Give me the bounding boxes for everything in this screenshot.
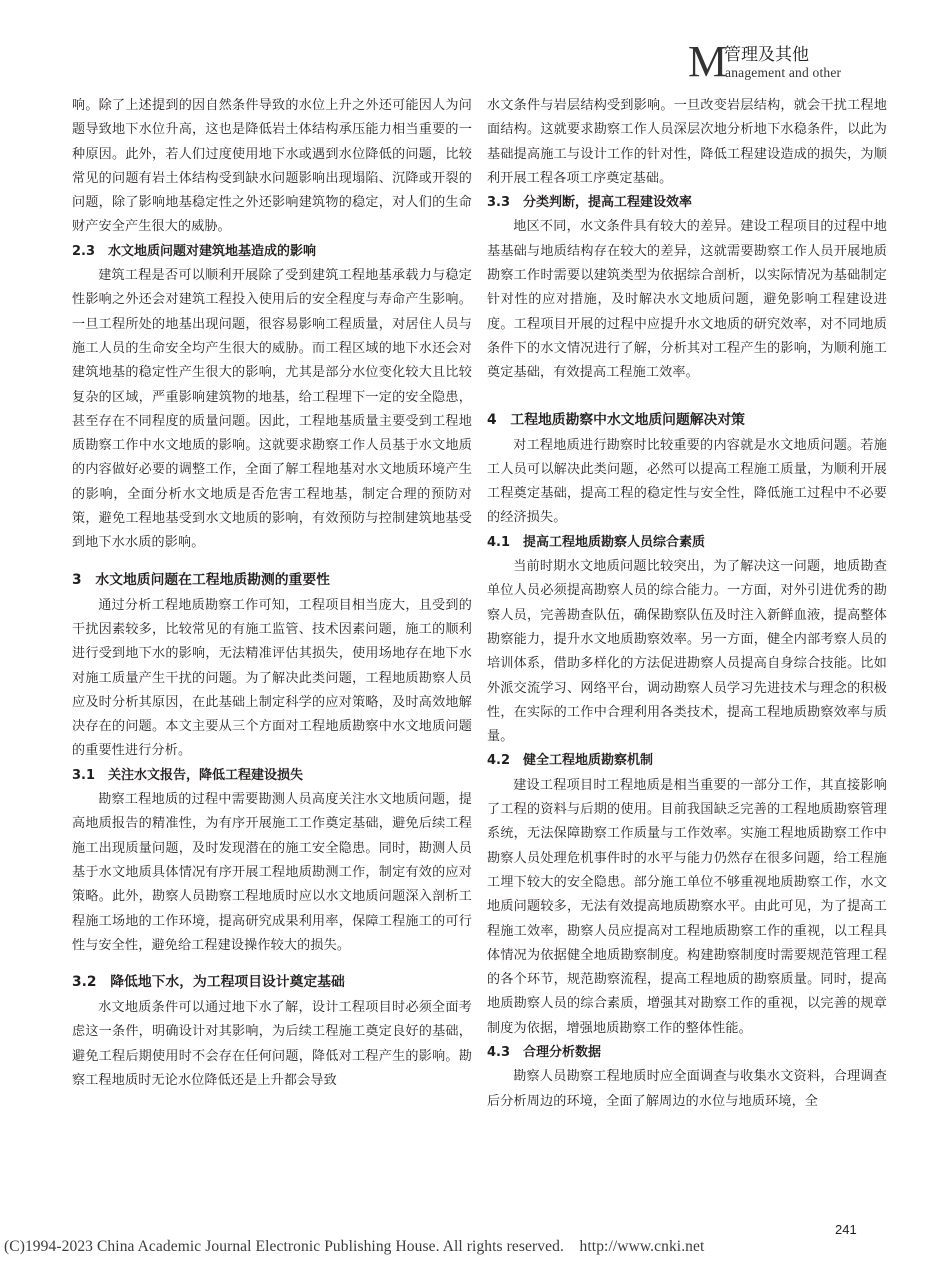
paragraph: 通过分析工程地质勘察工作可知，工程项目相当庞大，且受到的干扰因素较多，比较常见的有施工监管、技术因素问题，施工的顺利进行受到地下水的影响，无法精准评估其损失，使用场地存在地下水对施工质量产生干扰的问题。为了解决此类问题，工程地质勘察人员应及时分析其原因，在此基础上制定科学的应对策略，及时高效地解决存在的问题。本文主要从三个方面对工程地质勘察中水文地质问题的重要性进行分析。: [72, 597, 472, 759]
section-header-logo: [688, 37, 888, 86]
paragraph: 建筑工程是否可以顺利开展除了受到建筑工程地基承载力与稳定性影响之外还会对建筑工程投入使用后的安全程度与寿命产生影响。一旦工程所处的地基出现问题，很容易影响工程质量，对居住人员与施工人员的生命安全均产生很大的威胁。而工程区域的地下水还会对建筑地基的稳定性产生很大的影响，尤其是部分水位变化较大且比较复杂的区域，严重影响建筑物的地基，给工程埋下一定的安全隐患，甚至存在不同程度的质量问题。因此，工程地基质量主要受到工程地质勘察工作中水文地质的影响。这就要求勘察工作人员基于水文地质的内容做好必要的调整工作，全面了解工程地基对水文地质环境产生的影响，全面分析水文地质是否危害工程地基，制定合理的预防对策，避免工程地基受到水文地质的影响，有效预防与控制建筑地基受到地下水水质的影响。: [72, 268, 472, 551]
paragraph: 水文条件与岩层结构受到影响。一旦改变岩层结构，就会干扰工程地面结构。这就要求勘察工作人员深层次地分析地下水稳条件，以此为基础提高施工与设计工作的针对性，降低工程建设造成的损失，为顺利开展工程各项工序奠定基础。: [487, 98, 887, 186]
paragraph: 当前时期水文地质问题比较突出，为了解决这一问题，地质勘查单位人员必须提高勘察人员的综合能力。一方面，对外引进优秀的勘察人员，完善勘查队伍，确保勘察队伍及时注入新鲜血液，提高整体勘察能力，提升水文地质勘察效率。另一方面，健全内部考察人员的培训体系，借助多样化的方法促进勘察人员提高自身综合技能。比如外派交流学习、网络平台，调动勘察人员学习先进技术与理念的积极性，在实际的工作中合理利用各类技术，提高工程地质勘察效率与质量。: [487, 559, 887, 745]
heading-4-1: 4.1 提高工程地质勘察人员综合素质: [487, 534, 706, 550]
copyright-notice: (C)1994-2023 China Academic Journal Electronic Publishing House. All rights reserved. http://www.cnki.net: [4, 1238, 705, 1255]
section-title-en: anagement and other: [725, 65, 842, 80]
heading-3-3: 3.3 分类判断，提高工程建设效率: [487, 195, 693, 211]
paragraph: 勘察人员勘察工程地质时应全面调查与收集水文资料，合理调查后分析周边的环境，全面了解周边的水位与地质环境，全: [487, 1069, 887, 1109]
paragraph: 对工程地质进行勘察时比较重要的内容就是水文地质问题。若施工人员可以解决此类问题，必然可以提高工程施工质量，为顺利开展工程奠定基础，提高工程的稳定性与安全性，降低施工过程中不必要的经济损失。: [487, 437, 887, 526]
logo-letter: M: [688, 37, 728, 86]
heading-4-2: 4.2 健全工程地质勘察机制: [487, 753, 654, 769]
paragraph: 勘察工程地质的过程中需要勘测人员高度关注水文地质问题，提高地质报告的精准性，为有序开展施工工作奠定基础，避免后续工程施工出现质量问题，及时发现潜在的施工安全隐患。同时，勘测人员基于水文地质具体情况有序开展工程地质勘测工作，制定有效的应对策略。此外，勘察人员勘察工程地质时应以水文地质问题深入剖析工程施工场地的工作环境，提高研究成果利用率，保障工程施工的可行性与安全性，避免给工程建设操作较大的损失。: [72, 792, 472, 953]
right-column: [487, 94, 887, 1114]
heading-4: 4 工程地质勘察中水文地质问题解决对策: [487, 411, 745, 428]
paragraph: 水文地质条件可以通过地下水了解，设计工程项目时必须全面考虑这一条件，明确设计对其影响，为后续工程施工奠定良好的基础，避免工程后期使用时不会存在任何问题，降低对工程产生的影响。勘察工程地质时无论水位降低还是上升都会导致: [72, 1000, 472, 1088]
heading-3-2: 3.2 降低地下水，为工程项目设计奠定基础: [72, 974, 345, 991]
heading-3: 3 水文地质问题在工程地质勘测的重要性: [72, 571, 330, 588]
paragraph: 响。除了上述提到的因自然条件导致的水位上升之外还可能因人为问题导致地下水位升高，这也是降低岩土体结构承压能力相当重要的一种原因。此外，若人们过度使用地下水或遇到水位降低的问题，比较常见的问题有岩土体结构受到缺水问题影响出现塌陷、沉降或开裂的问题，除了影响地基稳定性之外还影响建筑物的稳定，对人们的生命财产安全产生很大的威胁。: [72, 98, 472, 235]
heading-2-3: 2.3 水文地质问题对建筑地基造成的影响: [72, 243, 317, 259]
page-number: 241: [835, 1222, 857, 1237]
left-column: [72, 94, 472, 1093]
section-title-cn: 管理及其他: [724, 45, 809, 65]
paragraph: 建设工程项目时工程地质是相当重要的一部分工作，其直接影响了工程的资料与后期的使用。目前我国缺乏完善的工程地质勘察管理系统，无法保障勘察工作质量与工作效率。实施工程地质勘察工作中勘察人员处理危机事件时的水平与能力仍然存在很多问题，给工程施工埋下较大的安全隐患。部分施工单位不够重视地质勘察工作，水文地质问题较多，无法有效提高地质勘察水平。由此可见，为了提高工程施工效率，勘察人员应提高对工程地质勘察工作的重视，以工程具体情况为依据健全地质勘察制度。构建勘察制度时需要规范管理工程的各个环节，规范勘察流程，提高工程地质的勘察质量。同时，提高地质勘察人员的综合素质，增强其对勘察工作的重视，以完善的规章制度为依据，增强地质勘察工作的整体性能。: [487, 777, 887, 1036]
paragraph: 地区不同，水文条件具有较大的差异。建设工程项目的过程中地基基础与地质结构存在较大的差异，这就需要勘察工作人员开展地质勘察工作时需要以建筑类型为依据综合剖析，以实际情况为基础制定针对性的应对措施，及时解决水文地质问题，避免影响工程建设进度。工程项目开展的过程中应提升水文地质的研究效率，对不同地质条件下的水文情况进行了解，分析其对工程产生的影响，为顺利施工奠定基础，有效提高工程施工效率。: [487, 219, 887, 381]
heading-4-3: 4.3 合理分析数据: [487, 1044, 602, 1060]
heading-3-1: 3.1 关注水文报告，降低工程建设损失: [72, 767, 304, 783]
